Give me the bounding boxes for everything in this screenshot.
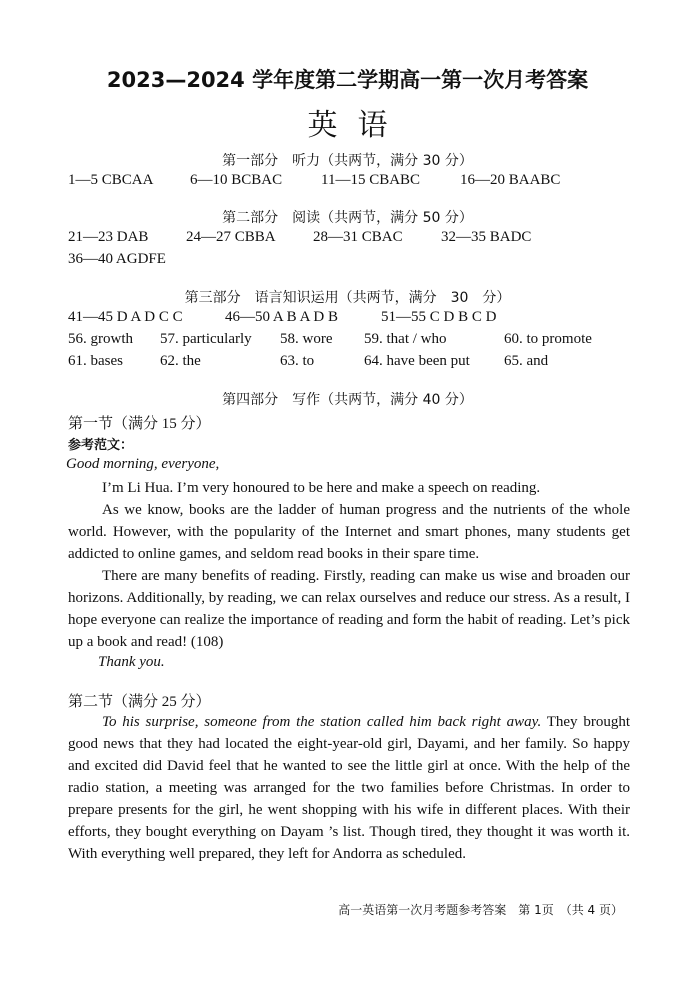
essay-paragraph: I’m Li Hua. I’m very honoured to be here and make a speech on reading. [102, 480, 541, 496]
part3-answer: 51—55 C D B C D [381, 309, 497, 325]
fill-answer: 56. growth [68, 331, 133, 347]
part2-answer: 32—35 BADC [441, 229, 532, 245]
fill-answer: 65. and [504, 353, 549, 369]
page-footer: 高一英语第一次月考题参考答案 第 1页 （共 4 页） [338, 903, 623, 917]
fill-answer: 59. that / who [364, 331, 447, 347]
part1-answer: 6—10 BCBAC [190, 172, 283, 188]
fill-answer: 63. to [280, 353, 315, 369]
section1-label: 第一节（满分 15 分） [68, 416, 211, 432]
part2-answer: 28—31 CBAC [313, 229, 403, 245]
fill-answer: 60. to promote [504, 331, 592, 347]
document-title: 2023—2024 学年度第二学期高一第一次月考答案 [106, 68, 589, 92]
continuation-opening: To his surprise, someone from the station called him back right away. [102, 714, 542, 730]
part1-answer: 16—20 BAABC [460, 172, 561, 188]
part2-answer: 36—40 AGDFE [68, 251, 166, 267]
part1-answer: 11—15 CBABC [321, 172, 421, 188]
part2-answer: 24—27 CBBA [186, 229, 276, 245]
sample-essay-label: 参考范文： [68, 438, 134, 453]
section2-label: 第二节（满分 25 分） [68, 694, 211, 710]
essay-paragraph: There are many benefits of reading. Firstly, reading can make us wise and broaden our horizons. Additionally, by reading, we can relax ourselves and reduce our stress. As a result, I hope everyone can realize the importance of reading and form the habit of reading. Let’s pick up a book and read! (108) [68, 568, 630, 650]
part3-heading: 第三部分 语言知识运用（共两节，满分 30 分） [184, 290, 511, 306]
part2-answer: 21—23 DAB [68, 229, 149, 245]
essay-closing: Thank you. [98, 654, 165, 670]
part3-answer: 46—50 A B A D B [225, 309, 338, 325]
part4-heading: 第四部分 写作（共两节，满分 40 分） [222, 392, 473, 408]
part2-heading: 第二部分 阅读（共两节，满分 50 分） [222, 210, 473, 226]
fill-answer: 58. wore [280, 331, 333, 347]
essay-greeting: Good morning, everyone, [66, 456, 220, 472]
continuation-text: They brought good news that they had located the eight-year-old girl, Dayami, and her family. So happy and excited did David feel that he wanted to see the little girl at once. With the help of the radio station, a meeting was arranged for the two families before Christmas. In order to prepare presents for the girl, he went shopping with his wife in different places. With their efforts, they bought everything on Dayam ’s list. Though tired, they thought it was worth it. With everything well prepared, they left for Andorra as scheduled. [68, 714, 630, 862]
part1-heading: 第一部分 听力（共两节，满分 30 分） [222, 153, 473, 169]
fill-answer: 57. particularly [160, 331, 252, 347]
fill-answer: 61. bases [68, 353, 123, 369]
part1-answer: 1—5 CBCAA [68, 172, 154, 188]
continuation-paragraph [68, 711, 630, 865]
essay-paragraph: As we know, books are the ladder of human progress and the nutrients of the whole world. However, with the popularity of the Internet and smart phones, many students get addicted to online games, and seldom read books in their spare time. [68, 502, 630, 562]
fill-answer: 62. the [160, 353, 201, 369]
fill-answer: 64. have been put [364, 353, 470, 369]
subject-title: 英语 [307, 109, 408, 142]
part3-answer: 41—45 D A D C C [68, 309, 183, 325]
